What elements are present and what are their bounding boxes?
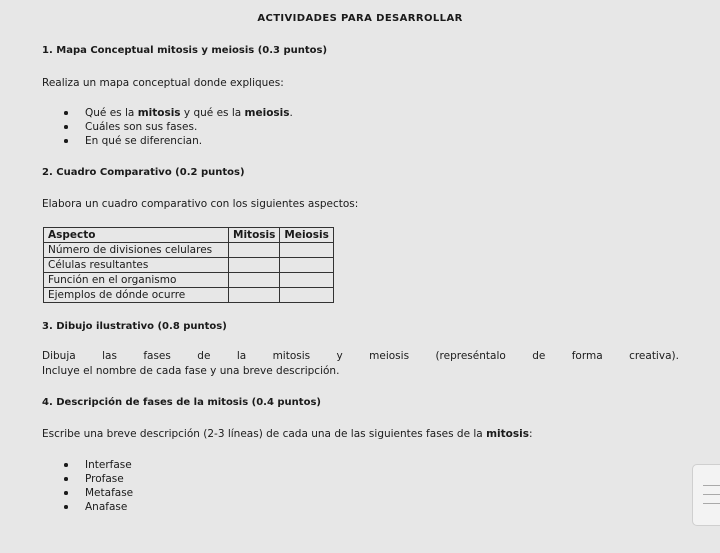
list-item: En qué se diferencian. bbox=[64, 134, 293, 148]
table-cell: Número de divisiones celulares bbox=[44, 243, 229, 258]
table-cell: Función en el organismo bbox=[44, 273, 229, 288]
section-2-heading: 2. Cuadro Comparativo (0.2 puntos) bbox=[42, 167, 245, 178]
table-cell-empty[interactable] bbox=[280, 288, 333, 303]
section-4-list bbox=[64, 458, 133, 514]
section-3-line-1: Dibuja las fases de la mitosis y meiosis (represéntalo de forma creativa). bbox=[42, 350, 679, 362]
list-item: Interfase bbox=[64, 458, 133, 472]
table-cell: Células resultantes bbox=[44, 258, 229, 273]
section-4-intro: Escribe una breve descripción (2-3 líneas) de cada una de las siguientes fases de la mitosis: bbox=[42, 428, 533, 440]
section-1-heading: 1. Mapa Conceptual mitosis y meiosis (0.3 puntos) bbox=[42, 45, 328, 56]
table-cell-empty[interactable] bbox=[229, 258, 280, 273]
section-3-heading: 3. Dibujo ilustrativo (0.8 puntos) bbox=[42, 321, 227, 332]
table-header-cell: Aspecto bbox=[44, 228, 229, 243]
scroll-handle[interactable] bbox=[692, 464, 720, 526]
table-row bbox=[44, 243, 334, 258]
table-cell-empty[interactable] bbox=[280, 243, 333, 258]
table-cell-empty[interactable] bbox=[280, 273, 333, 288]
section-1-intro: Realiza un mapa conceptual donde expliques: bbox=[42, 77, 284, 89]
table-cell-empty[interactable] bbox=[280, 258, 333, 273]
table-header-row bbox=[44, 228, 334, 243]
table-row bbox=[44, 258, 334, 273]
grip-line-icon bbox=[703, 485, 720, 486]
table-row bbox=[44, 288, 334, 303]
grip-line-icon bbox=[703, 494, 720, 495]
grip-line-icon bbox=[703, 503, 720, 504]
page-title: ACTIVIDADES PARA DESARROLLAR bbox=[257, 13, 463, 24]
section-2-intro: Elabora un cuadro comparativo con los siguientes aspectos: bbox=[42, 198, 359, 210]
list-item: Cuáles son sus fases. bbox=[64, 120, 293, 134]
comparison-table bbox=[43, 227, 334, 303]
table-header-cell: Mitosis bbox=[229, 228, 280, 243]
list-item: Metafase bbox=[64, 486, 133, 500]
section-1-list bbox=[64, 106, 293, 148]
section-4-heading: 4. Descripción de fases de la mitosis (0.4 puntos) bbox=[42, 397, 321, 408]
table-cell: Ejemplos de dónde ocurre bbox=[44, 288, 229, 303]
table-cell-empty[interactable] bbox=[229, 243, 280, 258]
table-header-cell: Meiosis bbox=[280, 228, 333, 243]
table-cell-empty[interactable] bbox=[229, 273, 280, 288]
table-cell-empty[interactable] bbox=[229, 288, 280, 303]
list-item: Profase bbox=[64, 472, 133, 486]
section-3-line-2: Incluye el nombre de cada fase y una breve descripción. bbox=[42, 365, 340, 377]
table-row bbox=[44, 273, 334, 288]
list-item: Qué es la mitosis y qué es la meiosis. bbox=[64, 106, 293, 120]
list-item: Anafase bbox=[64, 500, 133, 514]
